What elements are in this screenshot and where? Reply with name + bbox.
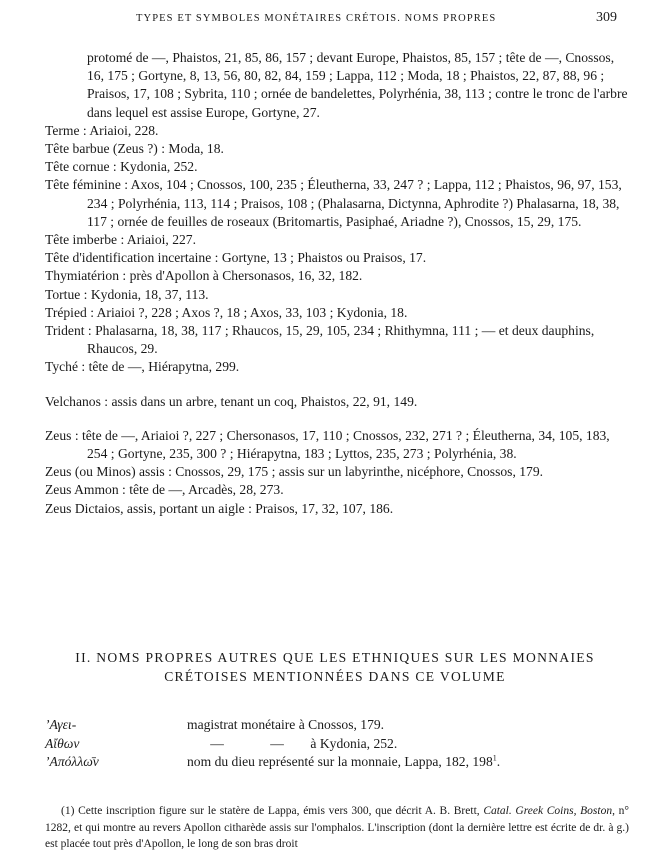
ditto-dash: —	[270, 735, 284, 751]
footnote-ref[interactable]: 1	[492, 753, 497, 763]
ditto-dash: —	[210, 735, 224, 751]
name-row	[45, 716, 629, 735]
index-entry: Trépied : Ariaioi ?, 228 ; Axos ?, 18 ; Axos, 33, 103 ; Kydonia, 18.	[45, 304, 408, 320]
index-entry: protomé de —, Phaistos, 21, 85, 86, 157 ; devant Europe, Phaistos, 85, 157 ; tête de —, Cnossos, 16, 175 ; Gortyne, 8, 13, 56, 80, 82, 84, 159 ; Lappa, 112 ; Moda, 18 ; Phaistos, 22, 87, 88, 96 ; Praisos, 17, 108 ; Sybrita, 110 ; ornée de bandelettes, Polyrhénia, 38, 113 ; contre le tronc de l'arbre dans lequel est assise Europe, Gortyne, 27.	[87, 50, 628, 120]
footnote	[45, 803, 629, 853]
name-description-text: nom du dieu représenté sur la monnaie, Lappa, 182, 198	[187, 754, 493, 769]
name-description-end: .	[496, 754, 501, 769]
greek-name: Αἴθων	[45, 735, 80, 751]
running-header	[0, 10, 656, 30]
footnote-text: , n° 1282, et qui montre au revers Apollon citharède assis sur l'omphalos. L'inscription (dont la dernière lettre est écrite de dr. à g.) est placée tout près d'Apollon, le long de son bras droit	[45, 805, 629, 850]
index-entry: Zeus Ammon : tête de —, Arcadès, 28, 273.	[45, 482, 284, 498]
index-entry: Velchanos : assis dans un arbre, tenant un coq, Phaistos, 22, 91, 149.	[45, 393, 418, 409]
group-spacer	[45, 411, 629, 427]
index-entry: Zeus Dictaios, assis, portant un aigle : Praisos, 17, 32, 107, 186.	[45, 500, 394, 516]
section-heading-line: CRÉTOISES MENTIONNÉES DANS CE VOLUME	[164, 669, 506, 684]
footnote-marker: (1)	[61, 805, 75, 817]
index-entry: Tortue : Kydonia, 18, 37, 113.	[45, 286, 209, 302]
index-entry: Tête barbue (Zeus ?) : Moda, 18.	[45, 141, 224, 157]
section-heading	[45, 648, 625, 686]
name-row	[45, 753, 629, 772]
name-description-text: à Kydonia, 252.	[310, 735, 398, 751]
section-heading-line: II. NOMS PROPRES AUTRES QUE LES ETHNIQUES SUR LES MONNAIES	[75, 650, 595, 665]
running-title: TYPES ET SYMBOLES MONÉTAIRES CRÉTOIS. NOMS PROPRES	[136, 13, 497, 24]
index-entry: Tête d'identification incertaine : Gortyne, 13 ; Phaistos ou Praisos, 17.	[45, 250, 427, 266]
index-entry: Tyché : tête de —, Hiérapytna, 299.	[45, 359, 240, 375]
index-list	[45, 49, 629, 518]
footnote-text: Cette inscription figure sur le statère de Lappa, émis vers 300, que décrit A. B. Brett,	[74, 805, 484, 817]
index-entry: Trident : Phalasarna, 18, 38, 117 ; Rhaucos, 15, 29, 105, 234 ; Rhithymna, 111 ; — et deux dauphins, Rhaucos, 29.	[45, 323, 595, 357]
greek-name: ’Αγει-	[45, 717, 77, 732]
footnote-citation: Catal. Greek Coins, Boston	[483, 805, 613, 817]
index-entry: Terme : Ariaioi, 228.	[45, 122, 159, 138]
index-entry: Zeus : tête de —, Ariaioi ?, 227 ; Chersonasos, 17, 110 ; Cnossos, 232, 271 ? ; Éleutherna, 34, 105, 183, 254 ; Gortyne, 235, 300 ? ; Hiérapytna, 183 ; Lyttos, 235, 273 ; Polyrhénia, 38.	[45, 427, 610, 462]
name-description	[187, 735, 397, 754]
index-entry: Tête féminine : Axos, 104 ; Cnossos, 100, 235 ; Éleutherna, 33, 247 ? ; Lappa, 112 ; Phaistos, 96, 97, 153, 234 ; Polyrhénia, 113, 114 ; Praisos, 108 ; (Phalasarna, Dictynna, Aphrodite ?) Phalasarna, 18, 38, 117 ; ornée de feuilles de roseaux (Britomartis, Pasiphaé, Ariadne ?), Cnossos, 15, 29, 175.	[45, 177, 622, 229]
index-entry: Tête cornue : Kydonia, 252.	[45, 159, 198, 175]
index-entry: Tête imberbe : Ariaioi, 227.	[45, 232, 196, 248]
name-row	[45, 735, 629, 754]
greek-name: ’Απόλλω̄ν	[45, 754, 99, 769]
index-entry: Thymiatérion : près d'Apollon à Chersonasos, 16, 32, 182.	[45, 268, 363, 284]
proper-names-list	[45, 716, 629, 772]
name-description: magistrat monétaire à Cnossos, 179.	[187, 717, 385, 732]
name-description	[187, 753, 500, 772]
group-spacer	[45, 377, 629, 393]
page-number: 309	[596, 10, 617, 25]
index-entry: Zeus (ou Minos) assis : Cnossos, 29, 175 ; assis sur un labyrinthe, nicéphore, Cnossos, 179.	[45, 464, 544, 480]
